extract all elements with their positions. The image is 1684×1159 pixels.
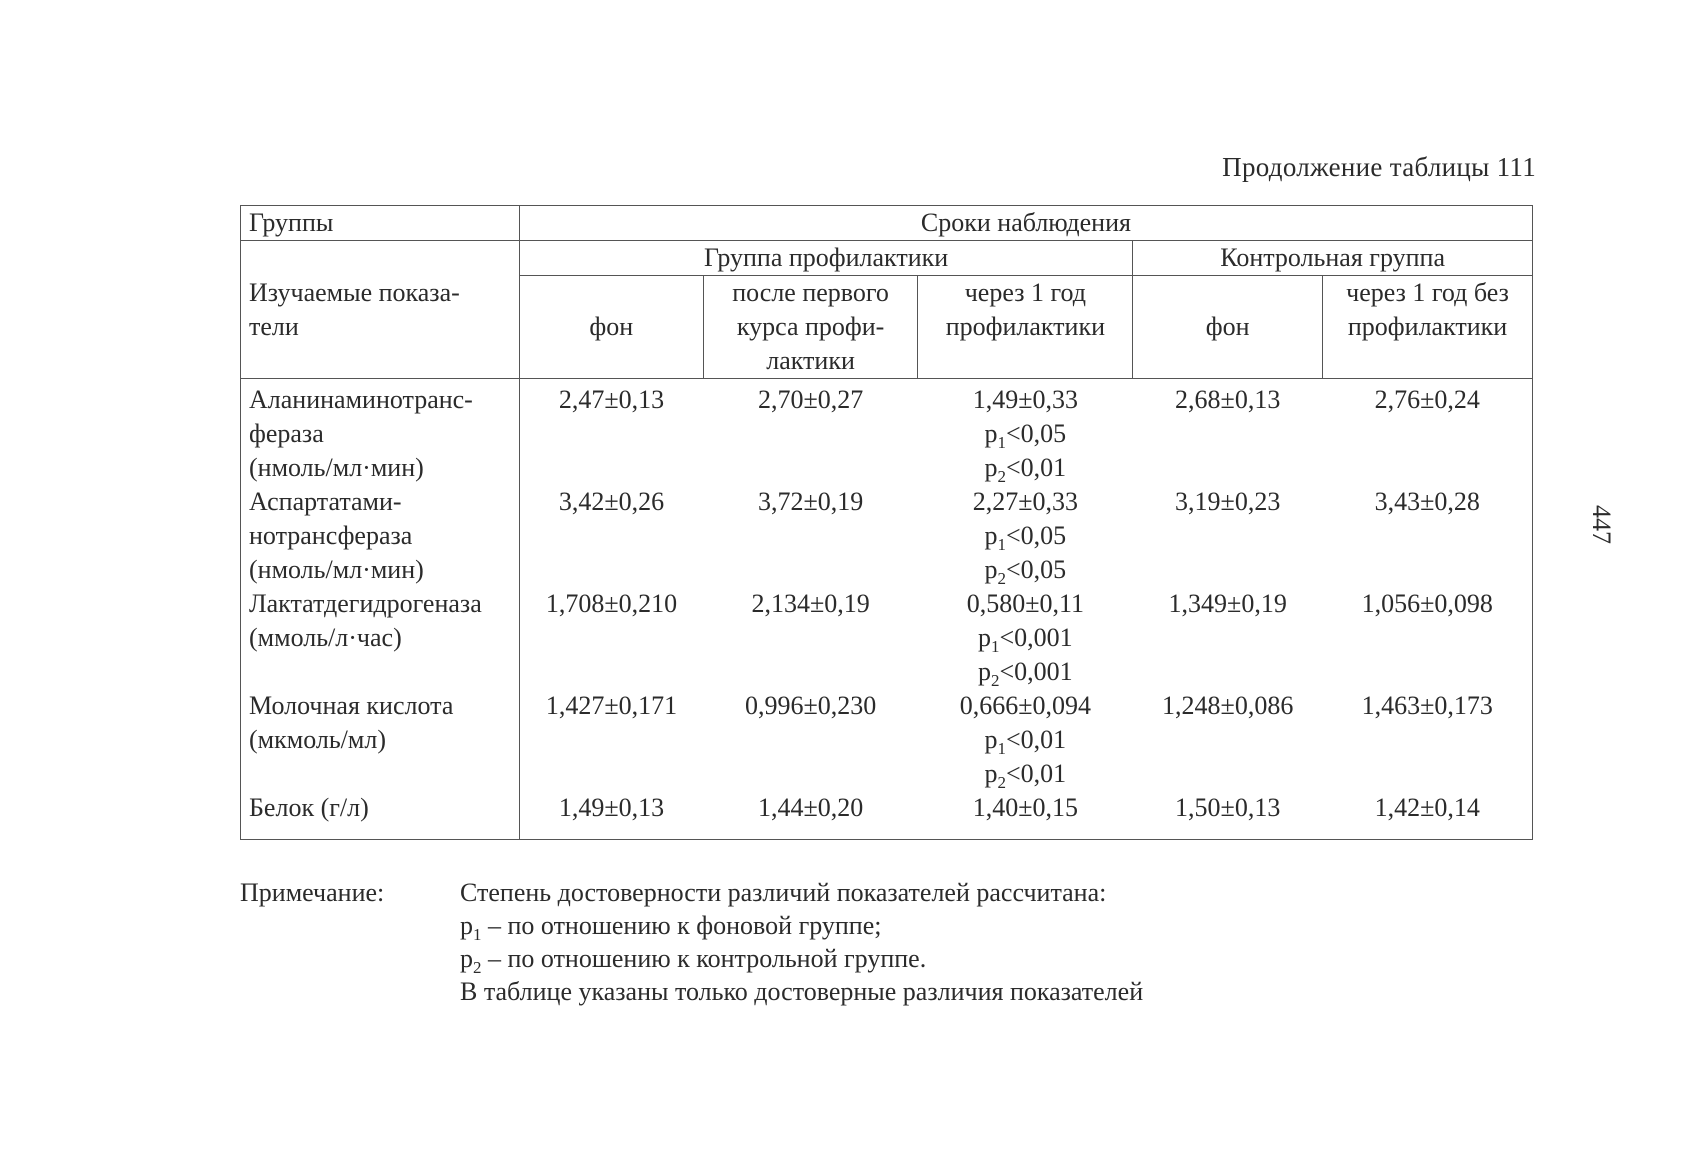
indicator-name: Белок (г/л) bbox=[241, 791, 520, 840]
col-header-after-first-course: после первого курса профи- лактики bbox=[703, 276, 918, 379]
value-cell: 1,49±0,13 bbox=[519, 791, 703, 840]
note-line-p2: $p_2$ – по отношению к контрольной группе. bbox=[460, 944, 927, 978]
value-cell: 1,44±0,20 bbox=[703, 791, 918, 840]
p1-significance: $p_1<0,001$ bbox=[978, 623, 1073, 657]
note-line-p1: $p_1$ – по отношению к фоновой группе; bbox=[460, 911, 882, 945]
value-cell: 1,49±0,33 $p_1<0,05$ $p_2<0,01$ bbox=[918, 379, 1133, 486]
value-cell: 2,68±0,13 bbox=[1175, 385, 1281, 414]
indicator-name: Аспартатами- нотрансфераза (нмоль/мл·мин) bbox=[241, 485, 520, 587]
indicators-header: Изучаемые показа- тели bbox=[241, 241, 520, 379]
p2-significance: $p_2<0,01$ bbox=[984, 453, 1067, 487]
indicator-name: Аланинаминотранс- фераза (нмоль/мл·мин) bbox=[241, 379, 520, 486]
value-cell: 0,996±0,230 bbox=[744, 691, 877, 720]
p1-significance: $p_1<0,05$ bbox=[984, 419, 1067, 453]
col-header-after-year-prevention: через 1 год профилактики bbox=[918, 276, 1133, 379]
table-caption: Продолжение таблицы 111 bbox=[1222, 152, 1536, 182]
value-cell: 3,43±0,28 bbox=[1323, 485, 1533, 587]
note-label: Примечание: bbox=[240, 878, 385, 907]
note-text bbox=[460, 876, 1143, 1008]
value-cell: 1,42±0,14 bbox=[1323, 791, 1533, 840]
col-header-control-background: фон bbox=[1133, 276, 1323, 379]
value-cell: 2,47±0,13 bbox=[558, 385, 665, 414]
note-line-1: Степень достоверности различий показателей рассчитана: bbox=[460, 878, 1107, 907]
col-header-background: фон bbox=[519, 276, 703, 379]
value-cell: 1,056±0,098 bbox=[1323, 587, 1533, 689]
data-table bbox=[240, 205, 1533, 840]
value-cell: 1,50±0,13 bbox=[1133, 791, 1323, 840]
p2-significance: $p_2<0,01$ bbox=[984, 759, 1067, 793]
value-cell: 1,463±0,173 bbox=[1323, 689, 1533, 791]
value-cell: 0,580±0,11 $p_1<0,001$ $p_2<0,001$ bbox=[918, 587, 1133, 689]
prevention-group-header: Группа профилактики bbox=[519, 241, 1132, 276]
note-line-4: В таблице указаны только достоверные различия показателей bbox=[460, 977, 1144, 1006]
value-cell: 1,40±0,15 bbox=[918, 791, 1133, 840]
table-row bbox=[241, 587, 1533, 689]
value-cell: 2,27±0,33 $p_1<0,05$ $p_2<0,05$ bbox=[918, 485, 1133, 587]
groups-header: Группы bbox=[241, 206, 520, 241]
value-cell: 1,708±0,210 bbox=[545, 589, 678, 618]
control-group-header: Контрольная группа bbox=[1133, 241, 1533, 276]
p2-significance: $p_2<0,001$ bbox=[978, 657, 1073, 691]
p1-significance: $p_1<0,05$ bbox=[984, 521, 1067, 555]
value-cell: 2,70±0,27 bbox=[757, 385, 864, 414]
table-row bbox=[241, 379, 1533, 486]
page-number: 447 bbox=[1587, 505, 1616, 544]
p1-significance: $p_1<0,01$ bbox=[984, 725, 1067, 759]
table-row bbox=[241, 689, 1533, 791]
value-cell: 1,248±0,086 bbox=[1162, 691, 1294, 720]
value-cell: 3,72±0,19 bbox=[757, 487, 864, 516]
col-header-year-no-prevention: через 1 год без профилактики bbox=[1323, 276, 1533, 379]
value-cell: 2,76±0,24 bbox=[1323, 379, 1533, 486]
indicator-name: Лактатдегидрогеназа (ммоль/л·час) bbox=[241, 587, 520, 689]
indicator-name: Молочная кислота (мкмоль/мл) bbox=[241, 689, 520, 791]
value-cell: 3,42±0,26 bbox=[558, 487, 665, 516]
value-cell: 1,427±0,171 bbox=[545, 691, 678, 720]
value-cell: 0,666±0,094 $p_1<0,01$ $p_2<0,01$ bbox=[918, 689, 1133, 791]
value-cell: 1,349±0,19 bbox=[1168, 589, 1287, 618]
table-body bbox=[241, 379, 1533, 840]
table-row bbox=[241, 791, 1533, 840]
value-cell: 2,134±0,19 bbox=[751, 589, 870, 618]
p2-significance: $p_2<0,05$ bbox=[984, 555, 1067, 589]
value-cell: 3,19±0,23 bbox=[1175, 487, 1281, 516]
observation-header: Сроки наблюдения bbox=[519, 206, 1532, 241]
table-row bbox=[241, 485, 1533, 587]
